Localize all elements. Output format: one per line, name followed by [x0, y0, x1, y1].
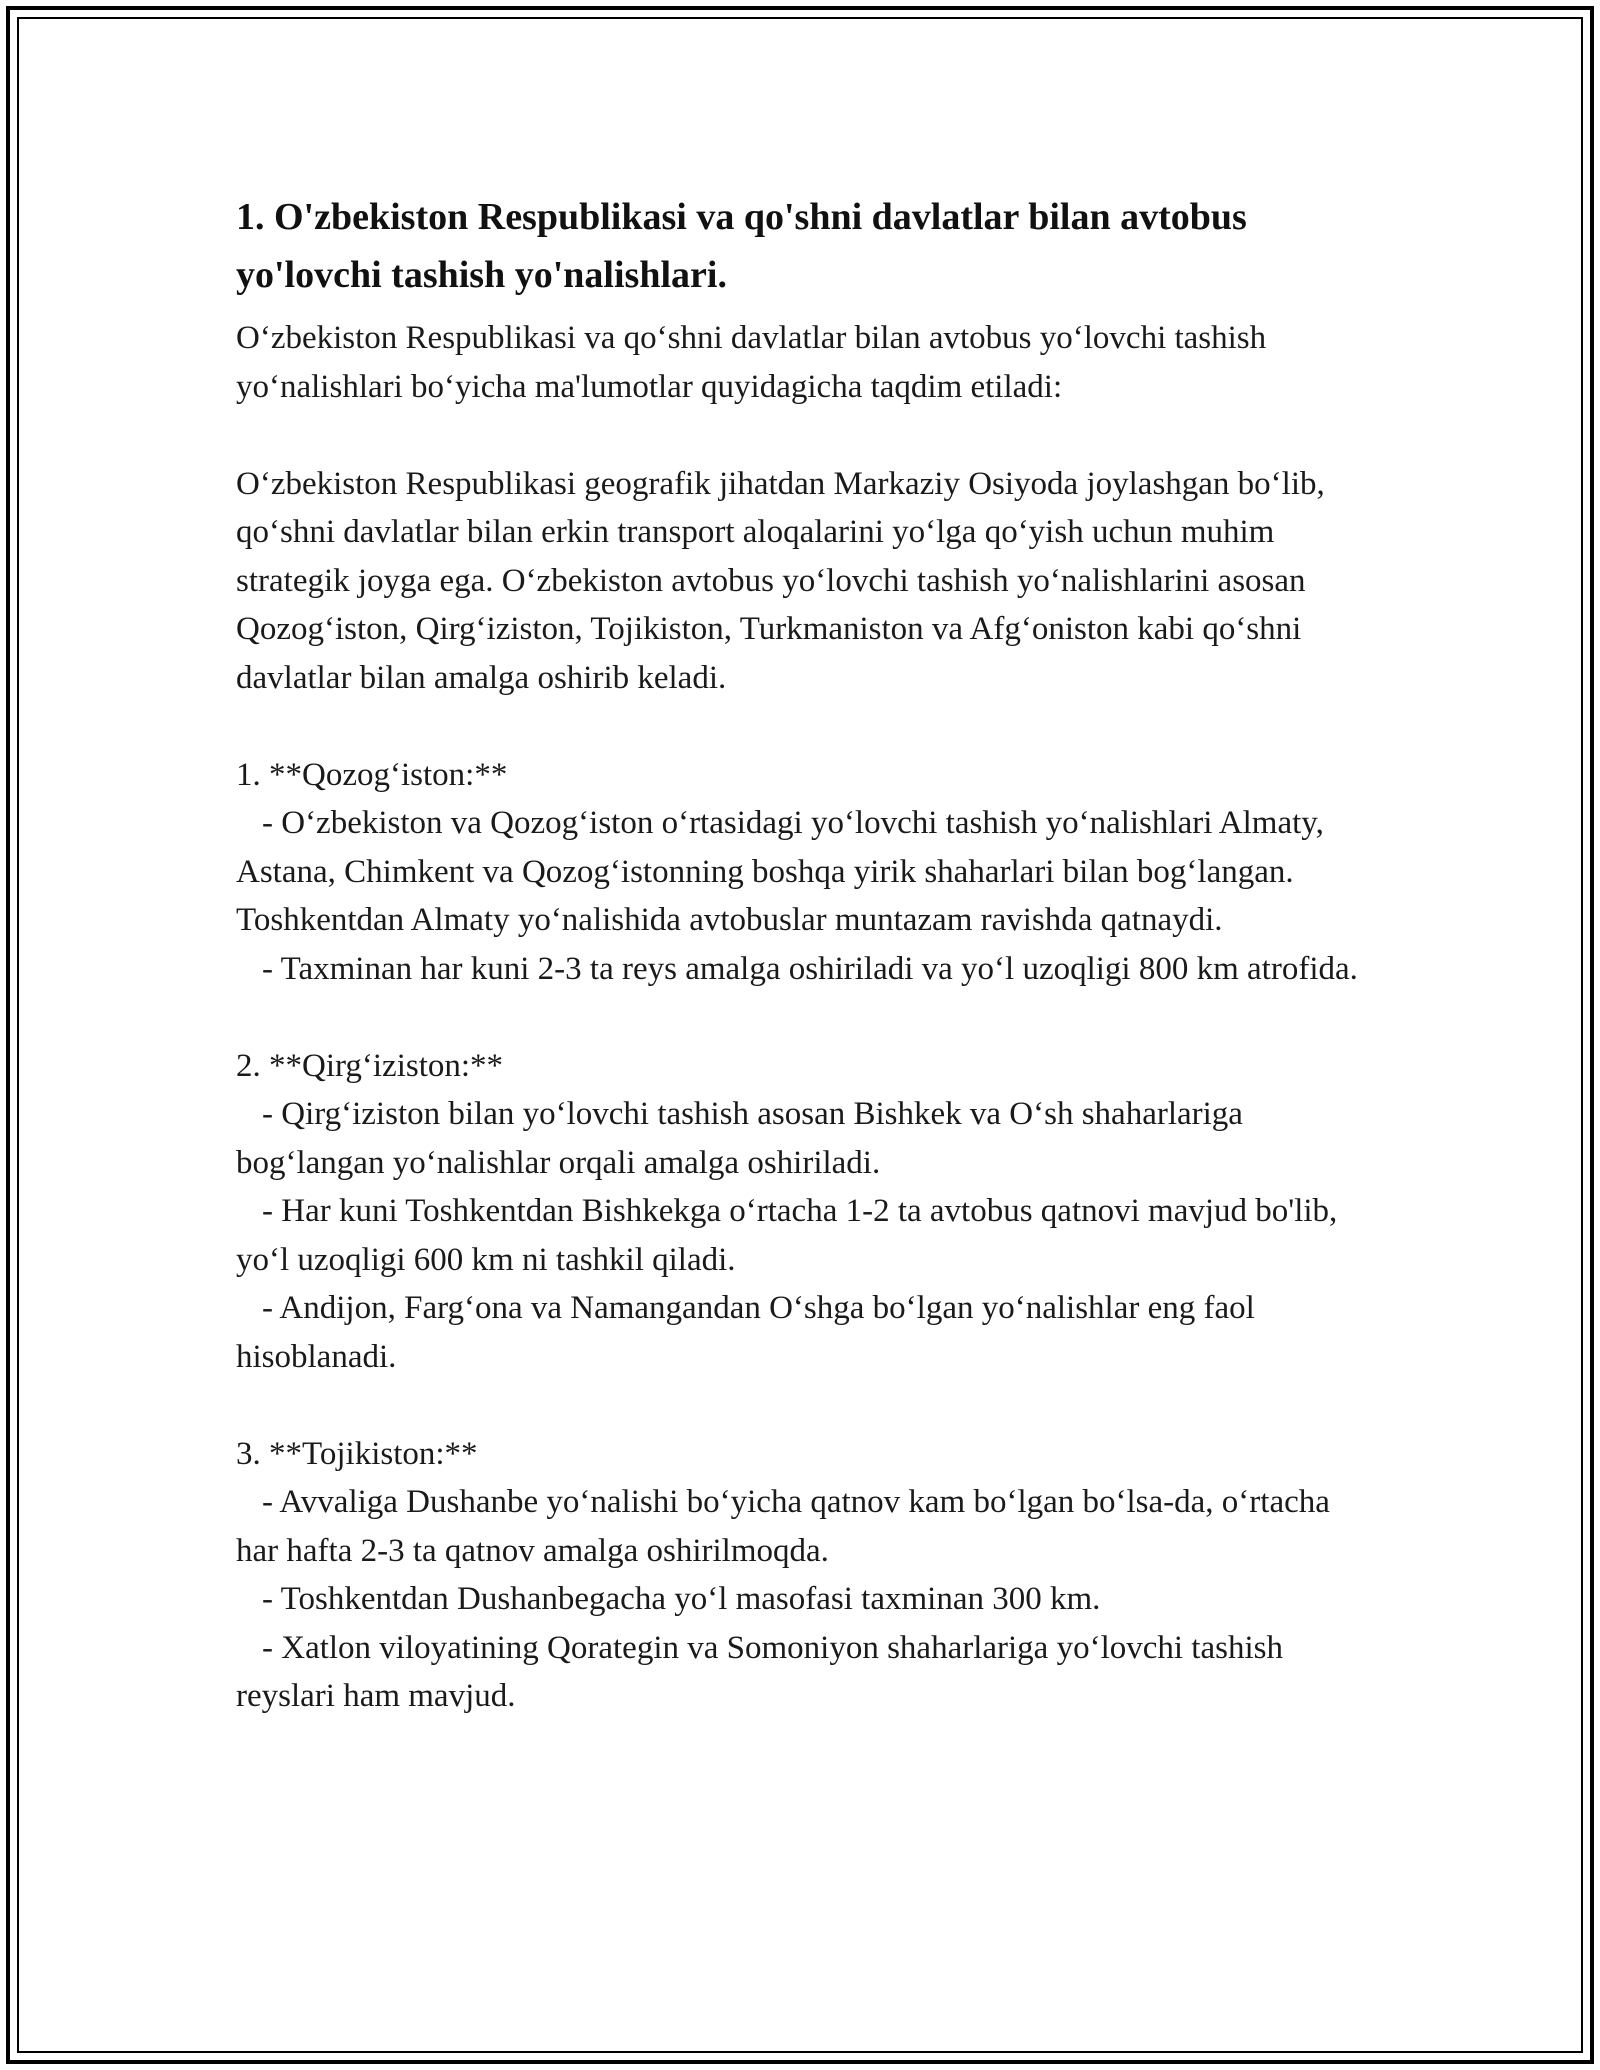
paragraph-gap	[236, 702, 1366, 751]
section-bullet: - O‘zbekiston va Qozog‘iston o‘rtasidagi yo‘lovchi tashish yo‘nalishlari Almaty, Astana, Chimkent va Qozog‘istonning boshqa yirik shaharlari bilan bog‘langan. Toshkentdan Almaty yo‘nalishida avtobuslar muntazam ravishda qatnaydi.	[236, 805, 1324, 938]
paragraph-gap	[236, 411, 1366, 460]
section-kyrgyzstan	[236, 1042, 1366, 1382]
section-bullet: - Har kuni Toshkentdan Bishkekga o‘rtacha 1-2 ta avtobus qatnovi mavjud bo'lib, yo‘l uzoqligi 600 km ni tashkil qiladi.	[236, 1193, 1338, 1278]
paragraph-gap	[236, 1381, 1366, 1430]
section-kazakhstan	[236, 751, 1366, 994]
section-heading: 2. **Qirg‘iziston:**	[236, 1047, 504, 1084]
intro-paragraph: O‘zbekiston Respublikasi va qo‘shni davlatlar bilan avtobus yo‘lovchi tashish yo‘nalishlari bo‘yicha ma'lumotlar quyidagicha taqdim etiladi:	[236, 320, 1267, 405]
section-tajikistan	[236, 1430, 1366, 1721]
document-body	[236, 188, 1366, 1721]
section-bullet: - Andijon, Farg‘ona va Namangandan O‘shga bo‘lgan yo‘nalishlar eng faol hisoblanadi.	[236, 1290, 1255, 1375]
section-bullet: - Toshkentdan Dushanbegacha yo‘l masofasi taxminan 300 km.	[262, 1581, 1101, 1617]
section-bullet: - Xatlon viloyatining Qorategin va Somoniyon shaharlariga yo‘lovchi tashish reyslari ham mavjud.	[236, 1629, 1283, 1714]
paragraph-gap	[236, 993, 1366, 1042]
overview-paragraph: O‘zbekiston Respublikasi geografik jihatdan Markaziy Osiyoda joylashgan bo‘lib, qo‘shni davlatlar bilan erkin transport aloqalarini yo‘lga qo‘yish uchun muhim strategik joyga ega. O‘zbekiston avtobus yo‘lovchi tashish yo‘nalishlarini asosan Qozog‘iston, Qirg‘iziston, Tojikiston, Turkmaniston va Afg‘oniston kabi qo‘shni davlatlar bilan amalga oshirib keladi.	[236, 465, 1325, 696]
section-bullet: - Taxminan har kuni 2-3 ta reys amalga oshiriladi va yo‘l uzoqligi 800 km atrofida.	[262, 950, 1358, 987]
section-bullet: - Avvaliga Dushanbe yo‘nalishi bo‘yicha qatnov kam bo‘lgan bo‘lsa-da, o‘rtacha har hafta 2-3 ta qatnov amalga oshirilmoqda.	[236, 1484, 1330, 1569]
section-bullet: - Qirg‘iziston bilan yo‘lovchi tashish asosan Bishkek va O‘sh shaharlariga bog‘langan yo‘nalishlar orqali amalga oshiriladi.	[236, 1096, 1243, 1181]
section-heading: 3. **Tojikiston:**	[236, 1435, 478, 1472]
document-title: 1. O'zbekiston Respublikasi va qo'shni davlatlar bilan avtobus yo'lovchi tashish yo'nalishlari.	[236, 196, 1247, 296]
section-heading: 1. **Qozog‘iston:**	[236, 756, 508, 793]
